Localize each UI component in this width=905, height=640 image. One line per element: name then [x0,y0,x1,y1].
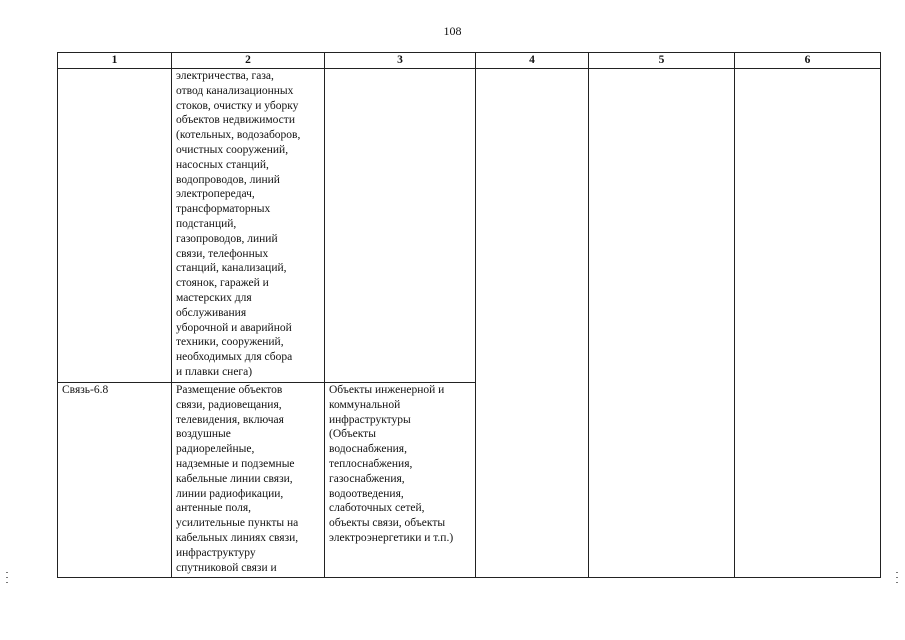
scan-mark-left [6,572,8,573]
cell-objects [325,69,476,383]
table-row [58,69,881,383]
header-col-6: 6 [735,53,881,69]
cell-col-6 [735,69,881,578]
page-number: 108 [443,24,462,38]
header-row [58,53,881,69]
cell-land-use-code: Связь-6.8 [58,383,172,578]
land-use-table [57,52,881,578]
scan-mark-right [896,572,898,573]
scan-mark-left [6,582,8,583]
cell-objects: Объекты инженерной и коммунальной инфраструктуры (Объекты водоснабжения, теплоснабжения, газоснабжения, водоотведения, слаботочных сетей, объекты связи, объекты электроэнергетики и т.п.) [325,383,476,578]
cell-col-5 [589,69,735,578]
header-col-5: 5 [589,53,735,69]
cell-description: Размещение объектов связи, радиовещания, телевидения, включая воздушные радиорелейные, надземные и подземные кабельные линии связи, линии радиофикации, антенные поля, усилительные пункты на кабельных линиях связи, инфраструктуру спутниковой связи и [172,383,325,578]
scan-mark-right [896,582,898,583]
header-col-2: 2 [172,53,325,69]
scan-mark-left [6,577,8,578]
header-col-1: 1 [58,53,172,69]
cell-land-use-code [58,69,172,383]
header-col-3: 3 [325,53,476,69]
scan-mark-right [896,577,898,578]
cell-description: электричества, газа, отвод канализационных стоков, очистку и уборку объектов недвижимости (котельных, водозаборов, очистных сооружений, насосных станций, водопроводов, линий электропередач, трансформаторных подстанций, газопроводов, линий связи, телефонных станций, канализаций, стоянок, гаражей и мастерских для обслуживания уборочной и аварийной техники, сооружений, необходимых для сбора и плавки снега) [172,69,325,383]
header-col-4: 4 [476,53,589,69]
cell-col-4 [476,69,589,578]
